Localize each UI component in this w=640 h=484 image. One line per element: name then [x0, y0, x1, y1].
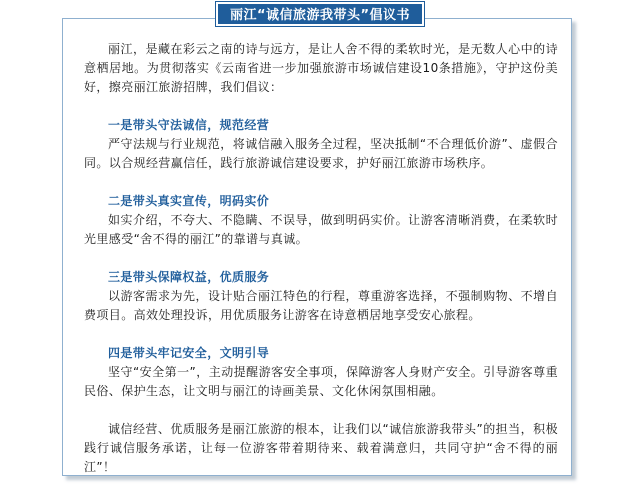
closing-paragraph: 诚信经营、优质服务是丽江旅游的根本，让我们以“诚信旅游我带头”的担当，积极践行诚信服务承诺，让每一位游客带着期待来、载着满意归，共同守护“舍不得的丽江”！ — [84, 422, 558, 474]
section-1 — [84, 116, 558, 173]
section-3 — [84, 268, 558, 325]
section-4-body: 坚守“安全第一”，主动提醒游客安全事项，保障游客人身财产安全。引导游客尊重民俗、保护生态，让文明与丽江的诗画美景、文化休闲氛围相融。 — [84, 365, 558, 398]
section-2 — [84, 192, 558, 249]
section-4-heading: 四是带头牢记安全，文明引导 — [108, 346, 270, 360]
section-3-body: 以游客需求为先，设计贴合丽江特色的行程，尊重游客选择，不强制购物、不增自费项目。高效处理投诉，用优质服务让游客在诗意栖居地享受安心旅程。 — [84, 289, 558, 322]
document-title: 丽江“诚信旅游我带头”倡议书 — [216, 2, 424, 26]
section-1-heading: 一是带头守法诚信，规范经营 — [108, 118, 270, 132]
section-1-body: 严守法规与行业规范，将诚信融入服务全过程，坚决抵制“不合理低价游”、虚假合同。以合规经营赢信任，践行旅游诚信建设要求，护好丽江旅游市场秩序。 — [84, 137, 558, 170]
document-body — [84, 40, 558, 477]
section-4 — [84, 344, 558, 401]
intro-paragraph: 丽江，是藏在彩云之南的诗与远方，是让人舍不得的柔软时光，是无数人心中的诗意栖居地。为贯彻落实《云南省进一步加强旅游市场诚信建设10条措施》，守护这份美好，擦亮丽江旅游招牌，我们倡议： — [84, 42, 558, 94]
section-3-heading: 三是带头保障权益，优质服务 — [108, 270, 270, 284]
section-2-heading: 二是带头真实宣传，明码实价 — [108, 194, 270, 208]
section-2-body: 如实介绍，不夸大、不隐瞒、不误导，做到明码实价。让游客清晰消费，在柔软时光里感受“舍不得的丽江”的靠谱与真诚。 — [84, 213, 558, 246]
